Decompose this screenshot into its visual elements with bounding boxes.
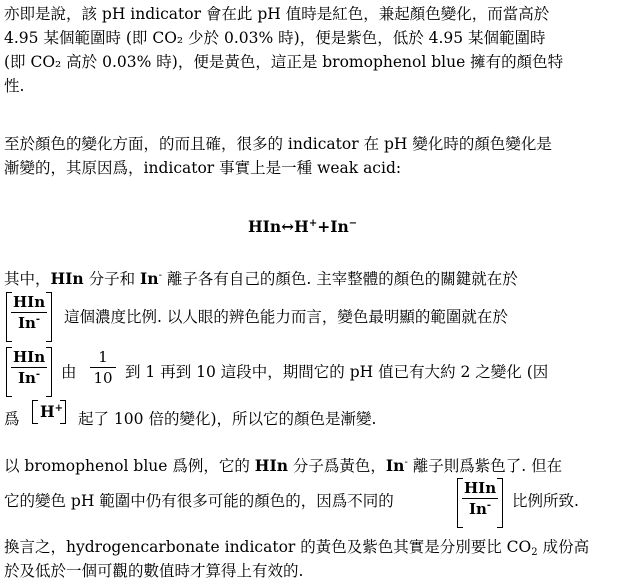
in-charge: -	[158, 270, 162, 281]
fraction-one-tenth	[90, 347, 116, 388]
text-segment: 分子爲黃色，	[287, 457, 386, 475]
h-bracket-left	[32, 400, 38, 424]
in-charge: -	[404, 457, 408, 468]
paragraph-2-line-1: 至於顏色的變化方面，的而且確，很多的 indicator 在 pH 變化時的顏色變化是	[4, 135, 552, 153]
hin-term: HIn	[50, 269, 84, 288]
text-segment: 以 bromophenol blue 爲例，它的	[4, 457, 255, 475]
paragraph-3-line-1	[4, 267, 518, 291]
text-segment: 其中，	[4, 270, 51, 288]
paragraph-4-line-2: 它的變色 pH 範圍中仍有很多可能的顏色的，因爲不同的	[4, 492, 394, 510]
paragraph-3-line-3: 到 1 再到 10 這段中，期間它的 pH 值已有大約 2 之變化 (因	[125, 363, 549, 381]
ratio-numerator: HIn	[13, 348, 46, 366]
ratio-denominator-charge: -	[35, 369, 41, 380]
in-term: In	[140, 269, 159, 288]
ratio-denominator-text: In	[17, 369, 36, 387]
concentration-ratio-1	[11, 292, 47, 333]
ratio-numerator: HIn	[13, 293, 46, 311]
text-segment: 離子各有自己的顏色. 主宰整體的顏色的關鍵就在於	[161, 270, 518, 288]
equation-plus: +	[317, 217, 331, 236]
ratio-denominator-charge: -	[486, 500, 492, 511]
paragraph-1-line-1: 亦即是說，該 pH indicator 會在此 pH 值時是紅色，兼起顏色變化，而當高於	[4, 5, 550, 23]
equation-hin: HIn	[248, 217, 282, 236]
paragraph-3-line-2: 這個濃度比例. 以人眼的辨色能力而言，變色最明顯的範圍就在於	[64, 308, 508, 326]
concentration-ratio-2	[11, 347, 47, 388]
ratio-denominator-charge: -	[35, 314, 41, 325]
paragraph-2-line-2: 漸變的，其原因爲，indicator 事實上是一種 weak acid:	[4, 159, 402, 177]
equation-h-charge: +	[308, 218, 318, 229]
ratio-bracket-right	[46, 292, 52, 342]
h-ion-text: H	[40, 402, 55, 421]
equation-h: H	[294, 217, 309, 236]
ratio-denominator	[11, 368, 47, 388]
text-segment: 換言之，hydrogencarbonate indicator 的黃色及紫色其實是分別要比 CO	[4, 538, 532, 556]
concentration-ratio-3	[462, 478, 498, 519]
ratio-denominator-text: In	[17, 314, 36, 332]
ratio-denominator-text: In	[468, 500, 487, 518]
text-segment: 離子則爲紫色了. 但在	[407, 457, 563, 475]
equation-in-charge: −	[348, 218, 358, 229]
text-segment: 分子和	[83, 270, 141, 288]
hin-term: HIn	[254, 456, 288, 475]
ratio-bracket-right	[497, 478, 503, 528]
co2-subscript: 2	[531, 547, 538, 558]
paragraph-1-line-4: 性.	[4, 77, 25, 95]
h-bracket-right	[60, 400, 66, 424]
equilibrium-equation	[248, 215, 357, 239]
ratio-numerator: HIn	[464, 479, 497, 497]
h-ion-charge: +	[54, 403, 64, 414]
paragraph-5-line-2: 於及低於一個可觀的數值時才算得上有效的.	[4, 562, 304, 580]
fraction-numerator: 1	[90, 347, 116, 368]
paragraph-3-line-3-prefix: 由	[61, 363, 77, 381]
text-segment: 成份高	[537, 538, 590, 556]
paragraph-3-line-4-prefix: 爲	[4, 410, 20, 428]
equation-in: In	[330, 217, 349, 236]
ratio-bracket-right	[46, 347, 52, 397]
ratio-denominator	[11, 313, 47, 333]
paragraph-5-line-1	[4, 535, 589, 559]
in-term: In	[385, 456, 405, 475]
paragraph-1-line-2: 4.95 某個範圍時 (即 CO₂ 少於 0.03% 時)，便是紫色，低於 4.95 某個範圍時	[4, 29, 546, 47]
ratio-denominator	[462, 499, 498, 519]
paragraph-4-line-2-suffix: 比例所致.	[512, 492, 579, 510]
equilibrium-arrow: ↔	[281, 217, 295, 236]
paragraph-1-line-3: (即 CO₂ 高於 0.03% 時)，便是黃色，這正是 bromophenol blue 擁有的顏色特	[4, 53, 564, 71]
paragraph-3-line-4: 起了 100 倍的變化)，所以它的顏色是漸變.	[78, 410, 377, 428]
fraction-denominator: 10	[93, 369, 113, 387]
paragraph-4-line-1	[4, 454, 562, 478]
